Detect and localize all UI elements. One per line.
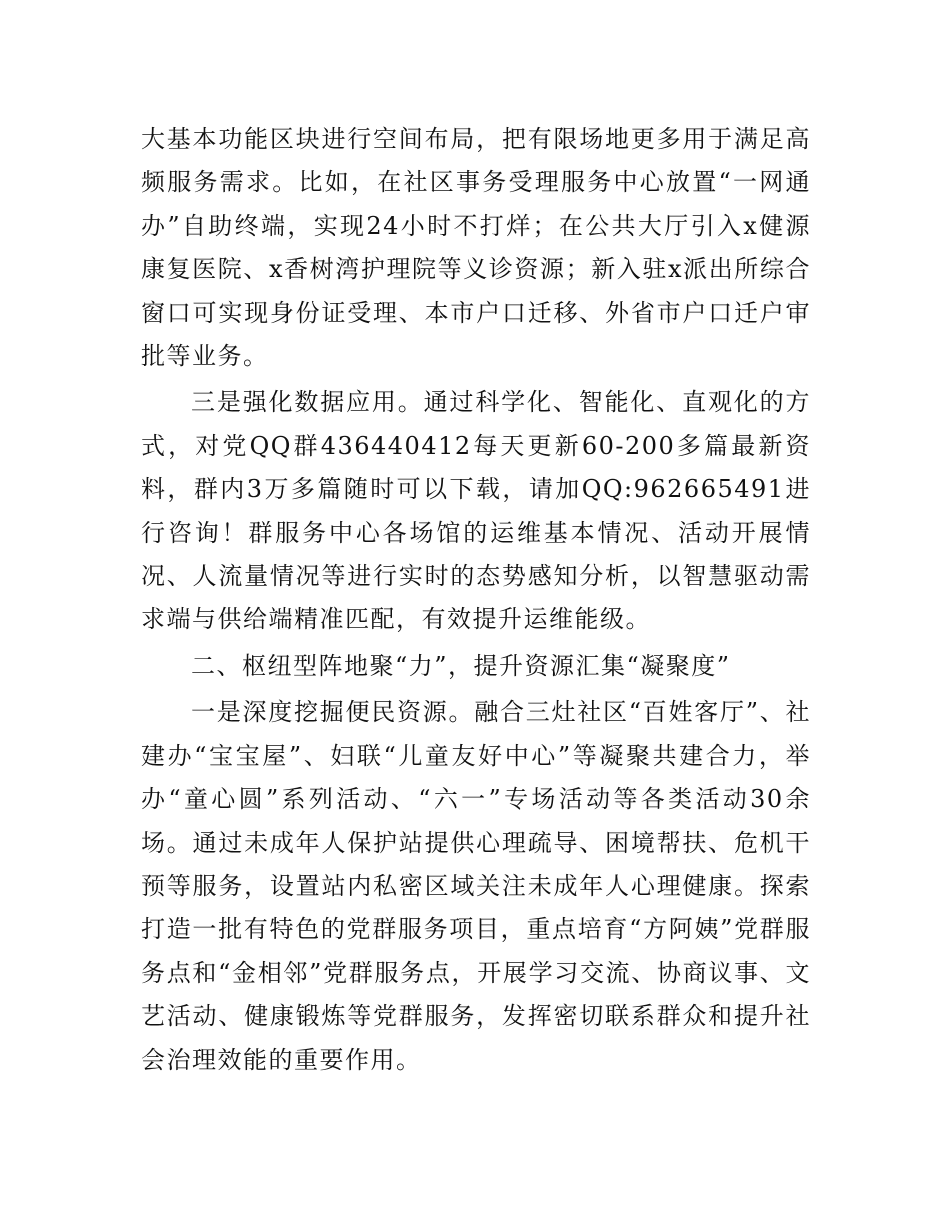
paragraph-convenience-resources: 一是深度挖掘便民资源。融合三灶社区“百姓客厅”、社建办“宝宝屋”、妇联“儿童友好中心”等凝聚共建合力，举办“童心圆”系列活动、“六一”专场活动等各类活动30余场。通过未成年人保护站提供心理疏导、困境帮扶、危机干预等服务，设置站内私密区域关注未成年人心理健康。探索打造一批有特色的党群服务项目，重点培育“方阿姨”党群服务点和“金相邻”党群服务点，开展学习交流、协商议事、文艺活动、健康锻炼等党群服务，发挥密切联系群众和提升社会治理效能的重要作用。	[141, 698, 811, 1074]
paragraph-continued: 大基本功能区块进行空间布局，把有限场地更多用于满足高频服务需求。比如，在社区事务受理服务中心放置“一网通办”自助终端，实现24小时不打烊；在公共大厅引入x健源康复医院、x香树湾护理院等义诊资源；新入驻x派出所综合窗口可实现身份证受理、本市户口迁移、外省市户口迁户审批等业务。	[141, 125, 811, 371]
section-heading: 二、枢纽型阵地聚“力”，提升资源汇集“凝聚度”	[191, 651, 731, 680]
paragraph-data-application: 三是强化数据应用。通过科学化、智能化、直观化的方式，对党QQ群436440412每天更新60-200多篇最新资料，群内3万多篇随时可以下载，请加QQ:962665491进行咨询！群服务中心各场馆的运维基本情况、活动开展情况、人流量情况等进行实时的态势感知分析，以智慧驱动需求端与供给端精准匹配，有效提升运维能级。	[141, 388, 811, 634]
document-body	[141, 118, 811, 1085]
